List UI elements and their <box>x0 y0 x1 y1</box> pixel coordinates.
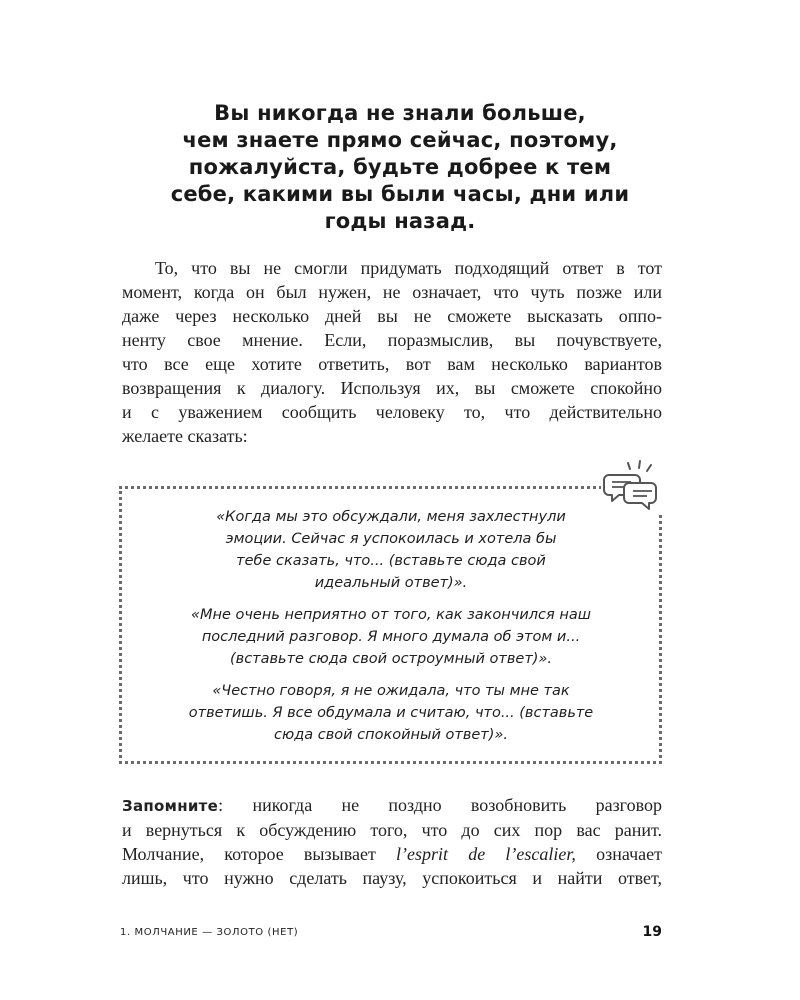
quote-line: сюда свой спокойный ответ)». <box>274 727 508 743</box>
quote-line: «Честно говоря, я не ожидала, что ты мне так <box>212 683 570 699</box>
page-footer <box>120 925 662 945</box>
body-line: возвращения к диалогу. Используя их, вы сможете спокойно <box>122 378 662 398</box>
remember-lead: Запомните <box>122 797 219 815</box>
body-line: что все еще хотите ответить, вот вам несколько вариантов <box>122 354 662 374</box>
body-line: желаете сказать: <box>122 426 248 446</box>
body-line: момент, когда он был нужен, не означает, что чуть позже или <box>122 282 662 302</box>
quote-line: последний разговор. Я много думала об этом и... <box>201 629 581 645</box>
body-line: даже через несколько дней вы не сможете высказать оппо- <box>122 306 662 326</box>
callout-quote <box>126 506 656 594</box>
quote-line: «Когда мы это обсуждали, меня захлестнули <box>216 509 566 525</box>
remember-line: и вернуться к обсуждению того, что до сих пор вас ранит. <box>122 820 662 840</box>
quote-line: «Мне очень неприятно от того, как закончился наш <box>191 607 591 623</box>
body-line: То, что вы не смогли придумать подходящий ответ в тот <box>155 258 662 278</box>
pull-quote-line: Вы никогда не знали больше, <box>214 101 586 125</box>
chat-bubbles-icon <box>601 457 663 513</box>
remember-text: Молчание, которое вызывает <box>122 844 397 864</box>
remember-line <box>122 842 662 866</box>
quote-line: эмоции. Сейчас я успокоилась и хотела бы <box>225 531 557 547</box>
quote-line: тебе сказать, что... (вставьте сюда свой <box>236 553 546 569</box>
callout-quote <box>126 604 656 670</box>
pull-quote-line: чем знаете прямо сейчас, поэтому, <box>182 128 618 152</box>
remember-paragraph <box>122 793 662 890</box>
quote-line: идеальный ответ)». <box>314 575 468 591</box>
remember-line: лишь, что нужно сделать паузу, успокоиться и найти ответ, <box>122 868 662 888</box>
remember-text: : никогда не поздно возобновить разговор <box>218 795 662 815</box>
page-number: 19 <box>642 924 662 940</box>
quote-line: ответишь. Я все обдумала и считаю, что... (вставьте <box>188 705 594 721</box>
chapter-title: 1. МОЛЧАНИЕ — ЗОЛОТО (НЕТ) <box>120 927 299 938</box>
body-line: ненту свое мнение. Если, поразмыслив, вы почувствуете, <box>122 330 662 350</box>
pull-quote-line: годы назад. <box>324 209 476 233</box>
callout-quotes <box>126 506 656 756</box>
body-line: и с уважением сообщить человеку то, что действительно <box>122 402 662 422</box>
remember-text: означает <box>575 844 662 864</box>
remember-line <box>122 793 662 818</box>
foreign-phrase: l’esprit de l’escalier, <box>396 844 576 864</box>
body-paragraph <box>122 256 662 448</box>
pull-quote <box>120 100 680 235</box>
callout-quote <box>126 680 656 746</box>
quote-line: (вставьте сюда свой остроумный ответ)». <box>230 651 552 667</box>
pull-quote-line: себе, какими вы были часы, дни или <box>170 182 630 206</box>
pull-quote-line: пожалуйста, будьте добрее к тем <box>188 155 612 179</box>
